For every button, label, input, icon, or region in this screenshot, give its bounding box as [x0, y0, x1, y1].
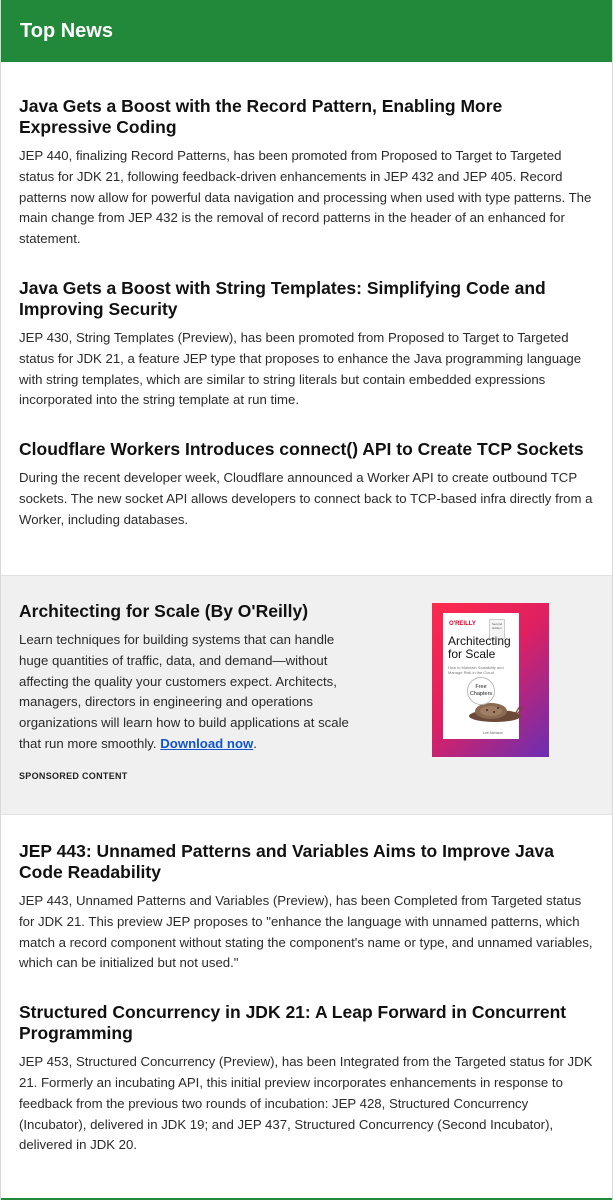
article-title-link[interactable]: Java Gets a Boost with String Templates: Simplifying Code and Improving Security: [19, 277, 546, 319]
book-cover-panel: [443, 613, 519, 739]
top-articles-list: [1, 62, 612, 531]
news-article: [19, 841, 594, 974]
book-title: Architecting for Scale: [448, 634, 511, 661]
article-title-link[interactable]: Structured Concurrency in JDK 21: A Leap Forward in Concurrent Programming: [19, 1002, 567, 1044]
news-article: [19, 278, 594, 411]
sponsored-content-label: SPONSORED CONTENT: [19, 770, 128, 781]
header-title: Top News: [20, 19, 113, 42]
edition-ribbon: Second Edition: [489, 619, 505, 639]
article-title-link[interactable]: Java Gets a Boost with the Record Pattern, Enabling More Expressive Coding: [19, 96, 503, 137]
top-news-header: [1, 0, 612, 62]
news-article: [19, 439, 594, 530]
sponsor-body-text: Learn techniques for building systems that can handle huge quantities of traffic, data, and demand—without affecting the quality your customers expect. Architects, managers, directors in engineering and operations organizations will learn how to build applications at scale that run more smoothly.: [19, 632, 349, 751]
article-title-link[interactable]: JEP 443: Unnamed Patterns and Variables Aims to Improve Java Code Readability: [19, 841, 554, 882]
book-subtitle: How to Maintain Scalability and Manage Risk in the Cloud: [448, 665, 504, 675]
download-now-link[interactable]: Download now: [160, 735, 254, 751]
publisher-logo: O'REILLY: [449, 621, 476, 627]
news-article: [19, 96, 594, 250]
bottom-articles-list: [19, 841, 594, 1184]
article-summary: JEP 453, Structured Concurrency (Preview), has been Integrated from the Targeted status for JDK 21. Formerly an incubating API, this initial preview incorporates enhancements in response to feedback from the previous two rounds of incubation: JEP 428, Structured Concurrency (Incubator), delivered in JDK 19; and JEP 437, Structured Concurrency (Second Incubator), delivered in JDK 20.: [19, 1054, 593, 1153]
news-article: [19, 1002, 594, 1156]
sponsored-section: [1, 575, 612, 815]
sponsor-description: [19, 630, 354, 755]
article-summary: JEP 430, String Templates (Preview), has been promoted from Proposed to Target to Targeted status for JDK 21, a feature JEP type that proposes to enhance the Java programming language with string templates, which are similar to string literals but contain embedded expressions incorporated into the string template at run time.: [19, 329, 582, 408]
book-author: Lee Atchison: [483, 731, 504, 735]
article-title-link[interactable]: Cloudflare Workers Introduces connect() API to Create TCP Sockets: [19, 439, 584, 460]
book-cover-image[interactable]: [432, 603, 549, 757]
article-summary: JEP 440, finalizing Record Patterns, has been promoted from Proposed to Target to Targeted status for JDK 21, following feedback-driven enhancements in JEP 432 and JEP 405. Record patterns now allow for powerful data navigation and processing when used with type patterns. The main change from JEP 432 is the removal of record patterns in the header of an enhanced for statement.: [19, 148, 592, 247]
article-summary: During the recent developer week, Cloudflare announced a Worker API to create outbound TCP sockets. The new socket API allows developers to connect back to TCP-based infra directly from a Worker, including databases.: [19, 470, 593, 527]
sponsor-title-link[interactable]: Architecting for Scale (By O'Reilly): [19, 601, 309, 621]
sponsor-period: .: [253, 735, 257, 751]
sponsor-text-block: [19, 601, 354, 781]
article-summary: JEP 443, Unnamed Patterns and Variables (Preview), has been Completed from Targeted status for JDK 21. This preview JEP proposes to "enhance the language with unnamed patterns, which match a record component without stating the component's name or type, and unnamed variables, which can be initialized but not used.": [19, 893, 593, 971]
free-chapters-badge: Free Chapters: [467, 677, 495, 705]
